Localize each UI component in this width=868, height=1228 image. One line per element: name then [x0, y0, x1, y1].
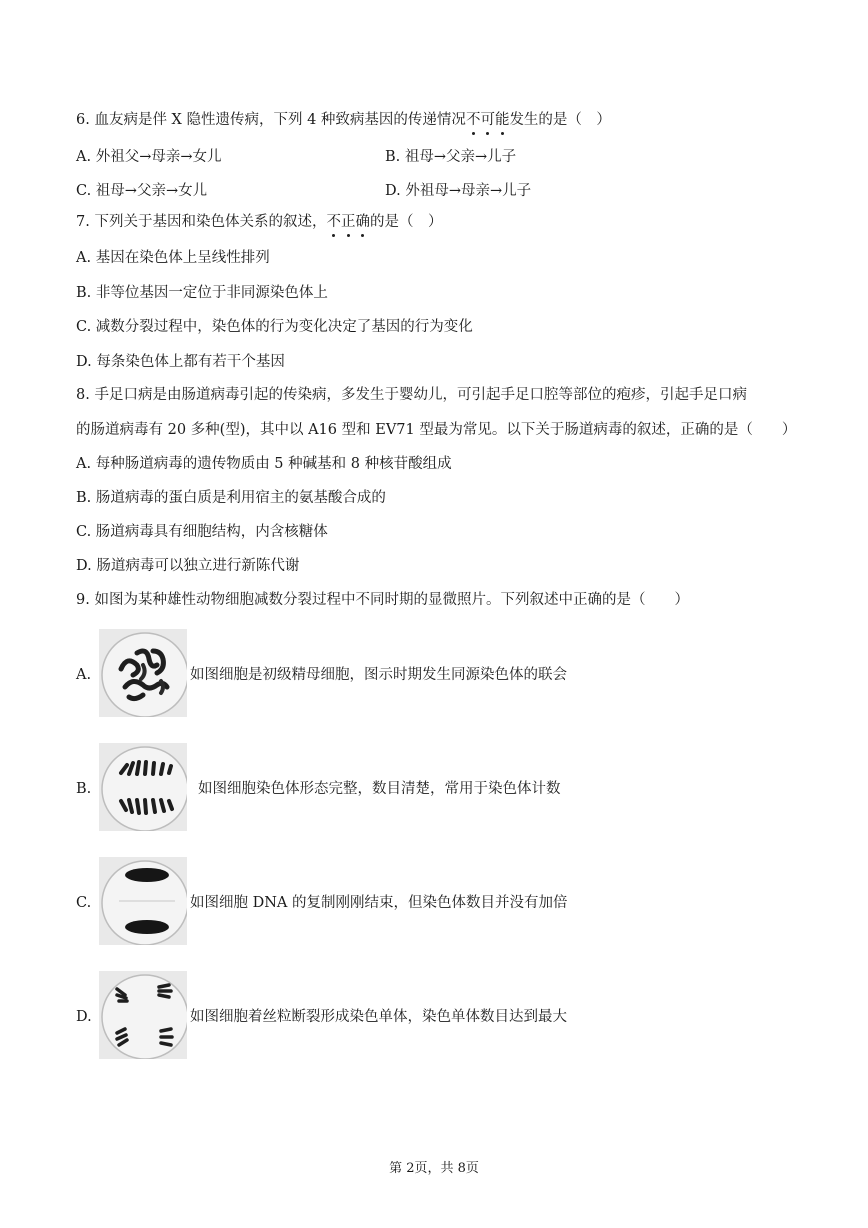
q7-stem-before: 7. 下列关于基因和染色体关系的叙述， [76, 214, 327, 230]
micrograph-b-metaphase [99, 743, 187, 831]
q7-stem-after: 的是（ ） [369, 214, 443, 230]
q8-option-d: D. 肠道病毒可以独立进行新陈代谢 [76, 558, 300, 574]
micrograph-d-anaphase-ii [99, 971, 187, 1059]
q7-emphasis-char: 不 [326, 214, 341, 230]
q6-emphasis-char: 能 [494, 112, 510, 128]
q8-option-a: A. 每种肠道病毒的遗传物质由 5 种碱基和 8 种核苷酸组成 [76, 456, 452, 472]
q6-option-a: A. 外祖父→母亲→女儿 [76, 149, 222, 165]
q6-stem-after: 发生的是（ ） [509, 112, 611, 128]
q7-option-d: D. 每条染色体上都有若干个基因 [76, 354, 285, 370]
q6-emphasis-char: 不 [465, 112, 481, 128]
q7-option-a: A. 基因在染色体上呈线性排列 [76, 250, 270, 266]
micrograph-a-synapsis [99, 629, 187, 717]
q7-option-c: C. 减数分裂过程中，染色体的行为变化决定了基因的行为变化 [76, 319, 473, 335]
q6-stem-before: 6. 血友病是伴 X 隐性遗传病，下列 4 种致病基因的传递情况 [76, 112, 466, 128]
q6-option-c: C. 祖母→父亲→女儿 [76, 183, 208, 199]
q6-emphasis-char: 可 [480, 112, 495, 128]
q7-emphasis-char: 确 [355, 214, 370, 230]
q8-stem-line-2: 的肠道病毒有 20 多种(型)，其中以 A16 型和 EV71 型最为常见。以下关于肠道病毒的叙述，正确的是（ ） [76, 422, 797, 438]
q9-stem: 9. 如图为某种雄性动物细胞减数分裂过程中不同时期的显微照片。下列叙述中正确的是（ ） [76, 592, 689, 608]
q9-option-a-letter: A. [76, 667, 92, 683]
q8-option-b: B. 肠道病毒的蛋白质是利用宿主的氨基酸合成的 [76, 490, 386, 506]
q7-option-b: B. 非等位基因一定位于非同源染色体上 [76, 285, 328, 301]
q9-option-d-text: 如图细胞着丝粒断裂形成染色单体，染色单体数目达到最大 [190, 1009, 567, 1025]
q7-emphasis-char: 正 [340, 214, 356, 230]
page-footer: 第 2页，共 8页 [389, 1161, 479, 1176]
q9-option-b-letter: B. [76, 781, 92, 797]
q9-option-c-letter: C. [76, 895, 92, 911]
q9-option-d-letter: D. [76, 1009, 92, 1025]
q6-option-d: D. 外祖母→母亲→儿子 [385, 183, 532, 199]
q6-stem [76, 110, 611, 130]
q6-option-b: B. 祖母→父亲→儿子 [385, 149, 517, 165]
q9-option-c-text: 如图细胞 DNA 的复制刚刚结束，但染色体数目并没有加倍 [190, 895, 568, 911]
q9-option-a-text: 如图细胞是初级精母细胞，图示时期发生同源染色体的联会 [190, 667, 567, 683]
q8-option-c: C. 肠道病毒具有细胞结构，内含核糖体 [76, 524, 328, 540]
micrograph-c-telophase [99, 857, 187, 945]
q7-stem [76, 212, 442, 232]
q8-stem-line-1: 8. 手足口病是由肠道病毒引起的传染病，多发生于婴幼儿，可引起手足口腔等部位的疱疹，引起手足口病 [76, 387, 747, 403]
q9-option-b-text: 如图细胞染色体形态完整，数目清楚，常用于染色体计数 [198, 781, 561, 797]
